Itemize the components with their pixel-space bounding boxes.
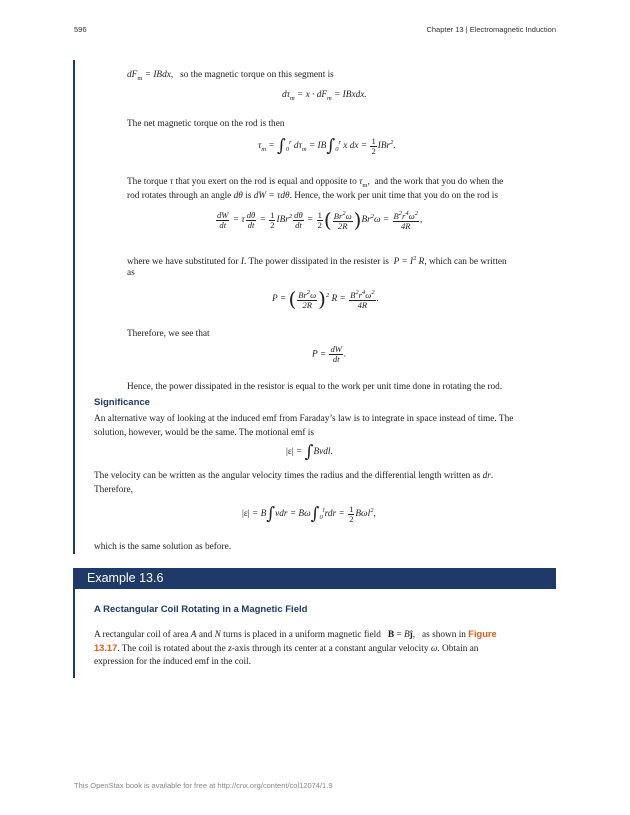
significance-line-1: An alternative way of looking at the induced emf from Faraday’s law is to integrate in space instead of time. The [94, 414, 514, 424]
footer: This OpenStax book is available for free at http://cnx.org/content/col12074/1.9 [74, 781, 333, 790]
significance-line-3: The velocity can be written as the angular velocity times the radius and the differential length written as dr. [94, 471, 494, 481]
significance-line-2: solution, however, would be the same. The motional emf is [94, 428, 314, 438]
equation-net-torque: $\tau_m = \int_0^r$ $d\tau_m = IB\int_0^r$ x dx = $\frac{1}{2}$ IBr$^2$. [258, 135, 396, 156]
example-title: A Rectangular Coil Rotating in a Magnetic Field [94, 604, 308, 615]
left-margin-bar-example [73, 588, 75, 678]
paragraph-conclusion: Hence, the power dissipated in the resistor is equal to the work per unit time done in rotating the rod. [127, 382, 503, 392]
paragraph-work: The torque τ that you exert on the rod is equal and opposite to $\tau_m$, and the work that you do when the [127, 177, 504, 189]
paragraph-therefore: Therefore, we see that [127, 329, 210, 339]
equation-power-work: P = $\frac{dW}{dt}$ . [312, 344, 347, 364]
left-margin-bar [73, 60, 75, 554]
paragraph-net-torque: The net magnetic torque on the rod is then [127, 119, 285, 129]
page-number: 596 [74, 25, 87, 34]
equation-work-rate: $\frac{dW}{dt}$ = τ $\frac{d\theta}{dt}$ = $\frac{1}{2}$ IBr$^2$ $\frac{d\theta}{dt}$ = $\frac{1}{2}$ ( $\frac{Br^2\omega}{2R}$ )$Br^2\omega$ = $\frac{B^2r^4\omega^2}{4R}$ , [217, 208, 423, 232]
example-line-3: expression for the induced emf in the coil. [94, 657, 251, 667]
paragraph-power-2: as [127, 268, 135, 278]
equation-emf-integral: $|\varepsilon| = B\int vdr = B\omega\int_0^lrdr$ = $\frac{1}{2}$ Bωl$^2$, [242, 503, 376, 524]
significance-line-5: which is the same solution as before. [94, 542, 232, 552]
figure-link-number[interactable]: 13.17 [94, 643, 118, 653]
equation-motional-emf: |ε| = ∫Bvdl. [286, 442, 333, 462]
equation-power: P = ( $\frac{Br^2\omega}{2R}$ )$^2$ R = $\frac{B^2r^4\omega^2}{4R}$ . [272, 287, 379, 311]
paragraph-work-2: rod rotates through an angle dθ is dW = τdθ. Hence, the work per unit time that you do on the rod is [127, 191, 498, 201]
example-label: Example 13.6 [87, 571, 164, 585]
equation-torque-segment: $d\tau_m = x \cdot dF_m$ = IBxdx. [282, 90, 367, 102]
paragraph-power: where we have substituted for I. The power dissipated in the resister is $P = I^2$ R, which can be written [127, 255, 507, 268]
figure-link[interactable]: Figure [468, 629, 497, 639]
paragraph-force-segment: $dF_m$ = IBdx, so the magnetic torque on this segment is [127, 70, 334, 82]
chapter-title: Chapter 13 | Electromagnetic Induction [426, 25, 556, 34]
significance-heading: Significance [94, 397, 150, 408]
example-banner [73, 568, 556, 589]
example-line-1: A rectangular coil of area A and N turns is placed in a uniform magnetic field B = Bĵ, as shown in Figure [94, 629, 497, 640]
example-line-2: 13.17. The coil is rotated about the z-axis through its center at a constant angular velocity ω. Obtain an [94, 643, 479, 654]
significance-line-4: Therefore, [94, 485, 133, 495]
